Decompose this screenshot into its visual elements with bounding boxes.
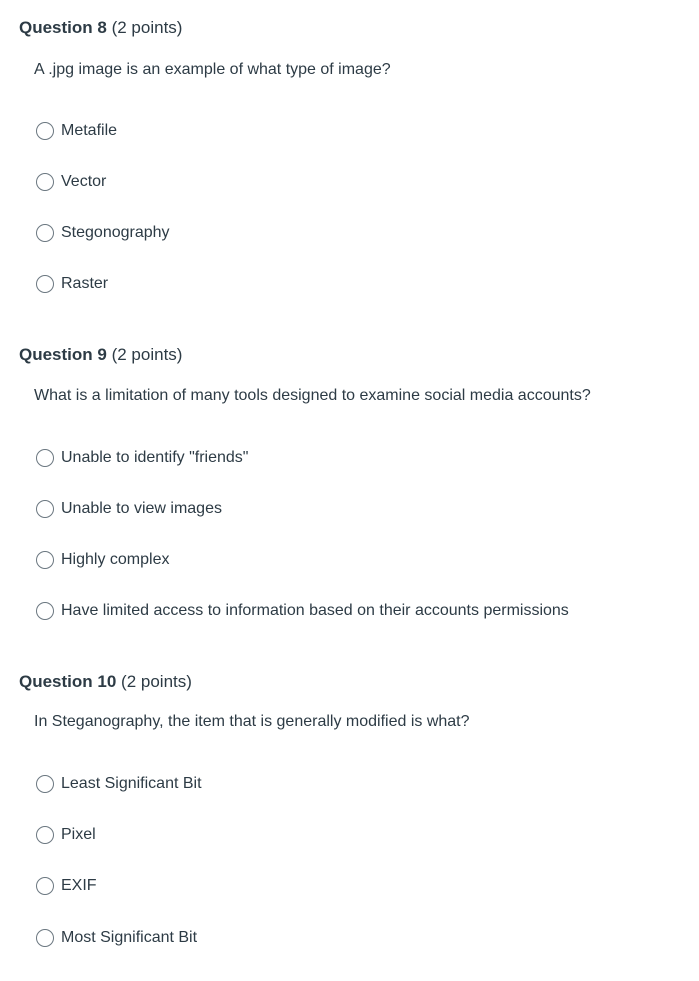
option-label: Unable to identify "friends" [61,449,249,466]
option-exif[interactable] [36,874,97,898]
option-highly-complex[interactable] [36,548,169,572]
option-label: Raster [61,275,109,292]
option-raster[interactable] [36,272,108,296]
radio-button[interactable] [36,500,54,518]
option-limited-access[interactable] [36,599,569,623]
option-unable-to-identify-friends[interactable] [36,446,248,470]
option-vector[interactable] [36,170,106,194]
radio-button[interactable] [36,775,54,793]
radio-button[interactable] [36,224,54,242]
option-stegonography[interactable] [36,221,170,245]
radio-button[interactable] [36,929,54,947]
question-title: Question 10 [19,672,117,691]
option-label: Least Significant Bit [61,775,202,792]
question-points: (2 points) [111,18,183,37]
radio-button[interactable] [36,877,54,895]
question-header [19,672,192,692]
question-text: A .jpg image is an example of what type of image? [34,61,391,78]
option-label: Stegonography [61,224,170,241]
option-label: Unable to view images [61,500,222,517]
question-text: What is a limitation of many tools designed to examine social media accounts? [34,387,591,404]
radio-button[interactable] [36,551,54,569]
radio-button[interactable] [36,122,54,140]
option-label: EXIF [61,877,97,894]
option-label: Highly complex [61,551,170,568]
option-metafile[interactable] [36,119,117,143]
option-label: Metafile [61,122,118,139]
radio-button[interactable] [36,173,54,191]
question-title: Question 8 [19,18,107,37]
question-title: Question 9 [19,345,107,364]
question-header [19,18,182,38]
option-label: Most Significant Bit [61,929,198,946]
question-points: (2 points) [121,672,192,691]
radio-button[interactable] [36,275,54,293]
option-label: Have limited access to information based on their accounts permissions [61,602,569,619]
radio-button[interactable] [36,602,54,620]
option-pixel[interactable] [36,823,96,847]
radio-button[interactable] [36,826,54,844]
option-unable-to-view-images[interactable] [36,497,222,521]
question-text: In Steganography, the item that is generally modified is what? [34,713,470,730]
option-label: Pixel [61,826,96,843]
question-points: (2 points) [111,345,183,364]
question-header [19,345,182,365]
option-most-significant-bit[interactable] [36,926,197,950]
option-label: Vector [61,173,107,190]
option-least-significant-bit[interactable] [36,772,202,796]
radio-button[interactable] [36,449,54,467]
